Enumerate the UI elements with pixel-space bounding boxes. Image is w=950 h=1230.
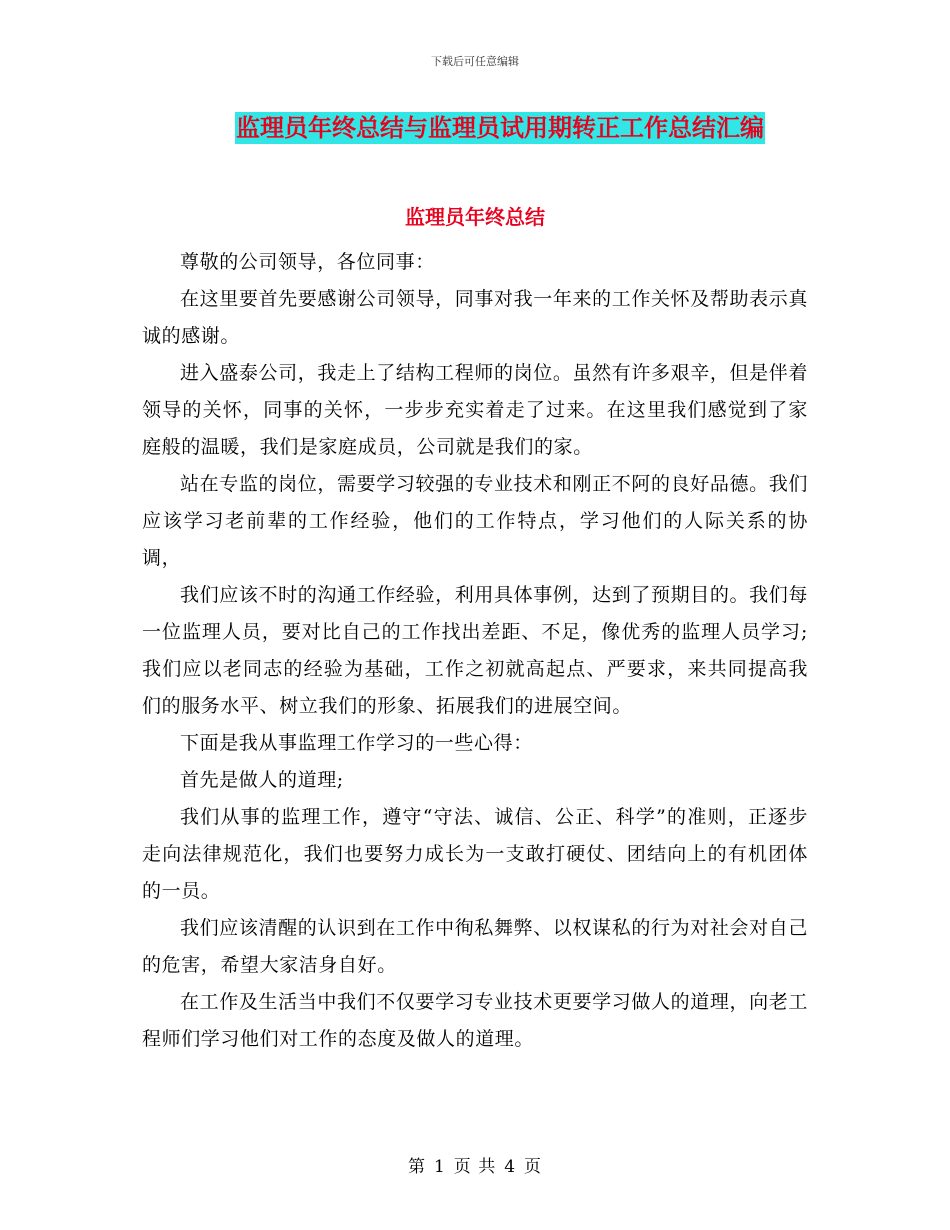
paragraph: 首先是做人的道理; bbox=[180, 769, 344, 791]
paragraph-salutation: 尊敬的公司领导，各位同事： bbox=[180, 251, 435, 273]
paragraph: 在工作及生活当中我们不仅要学习专业技术更要学习做人的道理，向老工程师们学习他们对工作的态度及做人的道理。 bbox=[142, 991, 808, 1050]
paragraph: 站在专监的岗位，需要学习较强的专业技术和刚正不阿的良好品德。我们应该学习老前辈的工作经验，他们的工作特点，学习他们的人际关系的协调， bbox=[142, 473, 808, 569]
page-suffix: 页 bbox=[524, 1157, 543, 1177]
paragraph: 我们应该不时的沟通工作经验，利用具体事例，达到了预期目的。我们每一位监理人员，要对比自己的工作找出差距、不足，像优秀的监理人员学习;我们应以老同志的经验为基础，工作之初就高起点、严要求，来共同提高我们的服务水平、树立我们的形象、拓展我们的进展空间。 bbox=[142, 584, 808, 717]
header-note: 下载后可任意编辑 bbox=[431, 55, 519, 68]
paragraph: 进入盛泰公司，我走上了结构工程师的岗位。虽然有许多艰辛，但是伴着领导的关怀，同事的关怀，一步步充实着走了过来。在这里我们感觉到了家庭般的温暖，我们是家庭成员，公司就是我们的家。 bbox=[142, 362, 808, 458]
page-total-number: 4 bbox=[504, 1157, 517, 1177]
paragraph: 下面是我从事监理工作学习的一些心得： bbox=[180, 732, 533, 754]
page-prefix: 第 bbox=[407, 1157, 426, 1177]
document-title-container bbox=[0, 112, 950, 144]
paragraph: 在这里要首先要感谢公司领导，同事对我一年来的工作关怀及帮助表示真诚的感谢。 bbox=[142, 288, 808, 347]
paragraph: 我们应该清醒的认识到在工作中徇私舞弊、以权谋私的行为对社会对自己的危害，希望大家洁身自好。 bbox=[142, 917, 808, 976]
paragraph: 我们从事的监理工作，遵守“守法、诚信、公正、科学”的准则，正逐步走向法律规范化，我们也要努力成长为一支敢打硬仗、团结向上的有机团体的一员。 bbox=[142, 806, 808, 902]
page-current-number: 1 bbox=[433, 1157, 446, 1177]
section-title: 监理员年终总结 bbox=[405, 205, 545, 229]
document-title: 监理员年终总结与监理员试用期转正工作总结汇编 bbox=[236, 113, 764, 142]
document-body bbox=[142, 244, 808, 1058]
page-mid: 页 共 bbox=[453, 1157, 497, 1177]
page-footer bbox=[0, 1152, 950, 1177]
